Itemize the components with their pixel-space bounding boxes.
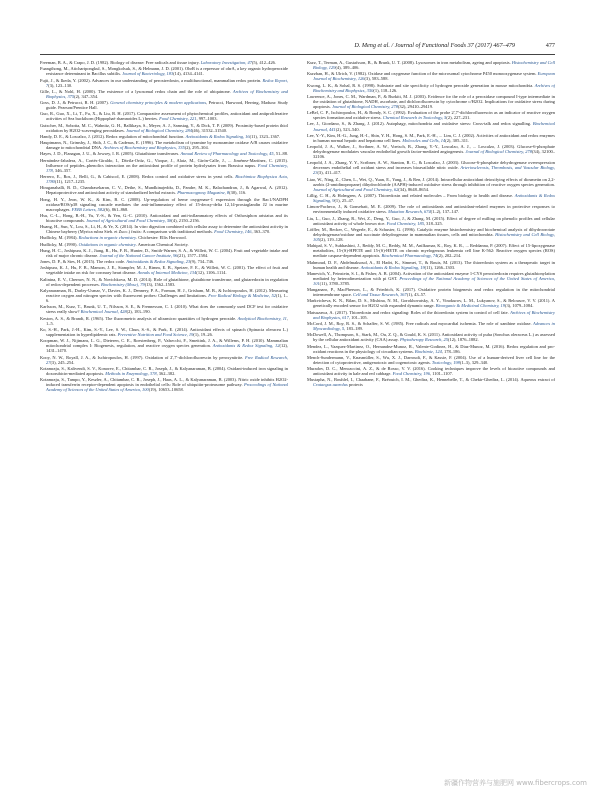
reference-pages: (1), 43–57. (406, 292, 427, 298)
journal-link[interactable]: Food Chemistry, 178 (46, 162, 288, 173)
reference-pages: , 51–88. (273, 151, 288, 157)
reference-text: Jones, D. P., & Sies, H. (2015). The redox code. (40, 259, 127, 265)
reference-text: Hernández-Jabalera, A., Cortés-Giraldo, I., Dávila-Ortíz, G., Vioque, J., Alaiz, M., Girón-Calle, J., ... Jiménez-Martínez, C. (2015). Influence of peptides–phenolics interaction on the antioxidant profile of protein hydrolysates from Brassica napus. (40, 157, 288, 168)
reference-text: Freeman, B. A., & Crapo, J. D. (1982). Biology of disease: Free radicals and tissue injury. (40, 60, 201, 65)
reference-text: Kotamraju, S., Tampo, Y., Keszler, A., Chitambar, C. R., Joseph, J., Haas, A. L., & Kalyanaraman, B. (2003). Nitric oxide inhibits H2O2-induced transferrin receptor-dependent apoptosis in endothelial cells: Role of ubiquitin-proteasome pathway. (40, 377, 288, 388)
journal-link[interactable]: Food Chemistry, 221 (159, 116, 197, 122)
journal-link[interactable]: Journal of Biological Chemistry, 278 (331, 103, 398, 109)
reference-text: Koopman, W. J., Nijtmans, L. G., Dieteren, C. E., Roestenberg, P., Valsecchi, F., Smeitink, J. A., & Willems, P. H. (2010). Mammalian mitochondrial complex I: Biogenesis, regulation, and reactive oxygen species generation. (40, 338, 288, 349)
reference-pages: (1), 19–26. (193, 331, 213, 337)
journal-link[interactable]: Archives of Biochemistry and Biophysics, 617 (313, 309, 555, 320)
reference-text: Mahipal, S. V., Subhashini, J., Reddy, M. C., Reddy, M. M., Anilkumar, K., Roy, K. R., ... Reddanna, P. (2007). Effect of 15-lipoxygenase metabolites, 15-(S)-HPETE and 15-(S)-HETE on chronic myelogenous leukemia cell line K-562: Reactive oxygen species (ROS) mediate caspase-dependent apoptosis. (307, 243, 555, 259)
reference-entry (40, 259, 288, 264)
reference-text: Guo, R., Guo, X., Li, T., Fu, X., & Liu, R. H. (2017). Comparative assessment of phytochemical profiles, antioxidant and antiproliferative activities of Sea buckthorn (Hippophaë rhamnoides L.) berries. (40, 111, 288, 122)
reference-pages: , 318–325. (423, 220, 443, 226)
reference-text: Mendez, L., Vazquez-Martinez, O., Hernandez-Munoz, R., Valente-Godinez, H., & Diaz-Munoz, M. (2016). Redox regulation and pro-oxidant reactions in the physiology of circadian systems. (307, 343, 555, 354)
reference-entry (307, 298, 555, 308)
reference-pages: (1–3), 329–340. (459, 359, 489, 365)
reference-entry (307, 355, 555, 365)
reference-entry (307, 60, 555, 70)
reference-pages: (11), 1266–1303. (424, 264, 456, 270)
reference-text: Liu, L., Guo, J., Zhang, R., Wei, Z., Deng, Y., Guo, J., & Zhang, M. (2015). Effect of degree of milling on phenolic profiles and cellular antioxidant activity of whole brown rice. (307, 215, 555, 226)
reference-text: Lillig, C. H., & Holmgren, A. (2007). Thioredoxin and related molecules – From biology to health and disease. (307, 193, 515, 198)
reference-text: Mahmoud, D. F., Abdelmaksoud, A., El Hadri, K., Simmet, T., & Rouis, M. (2013). The thioredoxin system as a therapeutic target in human health and disease. (307, 259, 555, 270)
journal-link[interactable]: Archives of Biochemistry and Biophysics, 375 (46, 88, 288, 99)
reference-pages: (11), 1323–1367. (249, 133, 281, 139)
reference-pages: . Chichester: Ellis Horwood. (136, 235, 187, 241)
reference-entry (40, 316, 288, 326)
reference-text: Liao, W., Ning, Z., Chen, L., Wei, Q., Yuan, E., Yang, J., & Ren, J. (2014). Intracellular antioxidant detoxifying effects of diosmetin on 2,2-azobis (2-amidinopropane) dihydrochloride (AAPH)-induced oxidative stress through inhibition of reactive oxygen species generation. (307, 176, 555, 187)
journal-link[interactable]: Biochemistry (Mosc), 79 (100, 281, 145, 287)
reference-text: Hiraganahalli, B. D., Chandrasekaran, C. V., Dethe, S., Mundkinajeddu, D., Pandre, M. K., Balachandran, J., & Agarwal, A. (2012). Hepatoprotective and antioxidant activity of standardized herbal extracts. (40, 185, 288, 196)
reference-text: McCord, J. M., Roy, R. S., & Schaffer, S. W. (1985). Free radicals and myocardial ischemia. The role of xanthine oxidase. (307, 320, 534, 326)
reference-text: Keston, A. S., & Brandt, R. (1965). The fluorometric analysis of ultramicro quantities of hydrogen peroxide. (40, 315, 238, 321)
reference-pages: (12), 1431–1470. (46, 343, 288, 354)
reference-text: Ko, S.-H., Park, J.-H., Kim, S.-Y., Lee, S. W., Chun, S.-S., & Park, E. (2014). Antioxidant effects of spinach (Spinacia oleracea L.) supplementation in hyperlipidemic rats. (40, 326, 288, 337)
journal-link[interactable]: Cell and Tissue Research, 367 (353, 292, 407, 298)
reference-pages: (46), 31532–31540. (191, 127, 228, 133)
reference-pages: . American Chemical Society. (135, 241, 189, 247)
watermark: 新疆作物营养与施肥网 www.fibercrops.com (444, 779, 587, 787)
reference-text: Kotamraju, S., Kalivendi, S. V., Konorev, E., Chitambar, C. R., Joseph, J., & Kalyanaraman, B. (2004). Oxidant-induced iron signaling in doxorubicin-mediated apoptosis. (40, 365, 288, 376)
journal-link[interactable]: Antioxidants & Redox Signaling, 9 (313, 193, 555, 204)
reference-pages: , 362–382. (156, 370, 176, 376)
journal-link[interactable]: Journal of Bacteriology, 183 (122, 71, 174, 77)
reference-pages: (1), 118–126. (373, 87, 398, 93)
reference-entry (40, 151, 288, 156)
reference-pages: (2), 347–354. (74, 93, 99, 99)
reference-entry (40, 89, 288, 99)
journal-link[interactable]: Mutation Research, 674 (388, 209, 431, 215)
reference-text: Löffler, M., Becker, C., Wegerle, E., & Schuster, G. (1996). Catalytic enzyme histochemistry and biochemical analysis of dihydroorotate dehydrogenase/oxidase and succinate dehydrogenase in mammalian tissues, cells and mitochondria. (307, 226, 555, 237)
reference-pages: , 363–370. (251, 229, 271, 235)
reference-text: Matsuzawa, A. (2017). Thioredoxin and redox signaling: Roles of the thioredoxin system in control of cell fate. (307, 309, 511, 315)
reference-text: Kwong, L. K., & Sohal, R. S. (1998). Substrate and site specificity of hydrogen peroxide generation in mouse mitochondria. (307, 82, 535, 88)
reference-entry (307, 193, 555, 203)
reference-text: McDowell, A., Thompson, S., Stark, M., Ou, Z. Q., & Gould, K. S. (2011). Antioxidant activity of puha (Sonchus oleraceus L.) as assessed by the cellular antioxidant activity (CAA) assay. (307, 332, 555, 343)
reference-entry (307, 110, 555, 120)
references-column-left (40, 60, 288, 760)
reference-entry (307, 321, 555, 331)
reference-text: Kurzban, H., & Ulrich, V. (1982). Oxidase and oxygenase function of the microsomal cytochrome P450 monooxygenase system. (307, 71, 538, 77)
reference-entry (307, 216, 555, 226)
journal-link[interactable]: Biochemical Journal, 441 (313, 121, 555, 132)
reference-text: Mench-Sundermann, V., Knasmüller, S., Wu, X. J., Darroudi, F., & Kassie, F. (2004). Use of a human-derived liver cell line for the detection of cytoprotective, antigenotoxic and cogenotoxic agents. (307, 354, 555, 365)
journal-link[interactable]: Journal of Agricultural and Food Chemistry, 58 (86, 217, 172, 223)
reference-text: Manevich, Y., Feinstein, S. I., & Fisher, A. B. (2004). Activation of the antioxidant enzyme 1-CYS peroxiredoxin requires glutathionylation mediated by heterodimerization with pi GST. (307, 270, 555, 281)
reference-pages: , 1–5. (46, 315, 288, 326)
reference-text: Lee, Y.-Y., Kim, H.-G., Jung, H.-I., Shin, Y. H., Hong, S. M., Park, E.-H., ... Lim, C. J. (2002). Activities of antioxidant and redox enzymes in human normal hepatic and hepatoma cell lines. (307, 132, 555, 143)
reference-entry (40, 174, 288, 184)
reference-text: Muradov, D. C., Mencaccini, A. Z., & de Rosso, V. V. (2016). Cooking techniques improve the levels of bioactive compounds and antioxidant activity in kale and red cabbage. (307, 366, 555, 377)
journal-link[interactable]: Bioorganic & Medicinal Chemistry, 19 (435, 303, 505, 309)
journal-link[interactable]: Food Chemistry, 146 (214, 229, 252, 235)
journal-link[interactable]: Free Radical Research, 27 (46, 354, 288, 365)
references-column-right (307, 60, 555, 760)
journal-link[interactable]: Biochimie, 124 (414, 348, 442, 354)
journal-link[interactable]: Annals of Internal Medicine, 134 (137, 270, 197, 276)
reference-pages: , 346–357. (52, 167, 72, 173)
reference-entry (307, 310, 555, 320)
journal-link[interactable]: Proceedings of the National Academy of Sciences of the United States of America, 101 (313, 275, 555, 286)
reference-entry (40, 158, 288, 173)
reference-entry (40, 123, 288, 133)
reference-text: Hung, H. C., Joshipura, K. J., Jiang, R., Hu, F. B., Hunter, D., Smith-Warner, S. A., & Willett, W. C. (2004). Fruit and vegetable intake and risk of major chronic disease. (40, 247, 288, 258)
reference-text: Leopold, J. A., Walker, J., Scribner, A. W., Voetsch, B., Zhang, Y.-Y., Loscalzo, A. J., ... Loscalzo, J. (2003). Glucose-6-phosphate dehydrogenase modulates vascular endothelial growth factor-mediated angiogenesis. (307, 144, 555, 155)
journal-link[interactable]: Biochemical Journal, 428 (80, 309, 127, 315)
reference-text: Hayes, J. D., Flanagan, J. U., & Jowsey, I. R. (2005). Glutathione transferases. (40, 151, 181, 157)
reference-pages: (1–2), 137–147. (430, 209, 460, 215)
journal-link[interactable]: Annual Review of Pharmacology and Toxicology, 45 (180, 151, 274, 157)
reference-entry (307, 204, 555, 214)
journal-link[interactable]: Biochemical Pharmacology, 74 (381, 253, 438, 259)
journal-link[interactable]: European Journal of Biochemistry, 126 (313, 71, 555, 82)
journal-link[interactable]: Reductions in organic chemistry (78, 235, 137, 241)
reference-entry (40, 111, 288, 121)
reference-text: Joshipura, K. J., Hu, F. B., Manson, J. E., Stampfer, M. J., Rimm, E. B., Speizer, F. E., & Willett, W. C. (2001). The effect of fruit and vegetable intake on risk for coronary heart disease. (40, 265, 288, 276)
journal-link[interactable]: Phytotherapy Research, 25 (399, 337, 448, 343)
reference-entry (40, 242, 288, 247)
reference-entry (40, 213, 288, 223)
reference-text: Gille, L., & Nohl, H. (2000). The existence of a lysosomal redox chain and the role of ubiquinone. (40, 88, 233, 94)
reference-entry (307, 243, 555, 258)
journal-link[interactable]: Journal of Agricultural and Food Chemistry, 62 (313, 186, 399, 192)
reference-entry (307, 287, 555, 297)
reference-text: Hsu, C.-L., Hong, B.-H., Yu, Y.-S., & Yen, G.-C. (2010). Antioxidant and anti-inflammatory effects of Orthosiphon aristatus and its bioactive compounds. (40, 212, 288, 223)
reference-text: Manganaro, P., MacPherson, L., & Friedrich, K. (2017). Oxidative protein biogenesis and redox regulation in the mitochondrial intermembrane space. (307, 287, 555, 298)
journal-link[interactable]: Toxicology, 198 (431, 359, 460, 365)
reference-pages: , 997–1003. (196, 116, 218, 122)
reference-entry (40, 185, 288, 195)
reference-entry (40, 248, 288, 258)
reference-entry (40, 265, 288, 275)
reference-entry (307, 121, 555, 131)
journal-link[interactable]: Pharmacognosy Magazine, 8 (177, 190, 230, 196)
reference-text: Herrero, E., Ros, J., Bellí, G., & Cabiscol, E. (2008). Redox control and oxidative stress in yeast cells. (40, 174, 236, 179)
reference-pages: (12), 1876–1882. (448, 337, 479, 343)
reference-entry (40, 366, 288, 376)
header-rule (40, 54, 555, 55)
reference-pages: protects (347, 382, 363, 388)
reference-pages: (2), 305–311. (445, 137, 470, 143)
reference-pages: (3), 245–254. (50, 359, 75, 365)
journal-link[interactable]: Food Chemistry, 185 (386, 220, 424, 226)
journal-link[interactable]: Arteriosclerosis, Thrombosis, and Vascular Biology, 23 (313, 165, 555, 176)
reference-pages: (2), 523–540. (335, 126, 360, 132)
reference-pages: (2), 295–304. (184, 145, 209, 151)
reference-text: Kurz, T., Terman, A., Gustafsson, B., & Brunk, U. T. (2008). Lysosomes in iron metabolism, ageing and apoptosis. (307, 60, 512, 65)
journal-link[interactable]: Advances in Myocardiology, 5 (313, 320, 555, 331)
reference-text: Kalinina, E. V., Chernov, N. N., & Novichkova, M. D. (2014). Role of glutathione, glutathione transferase, and glutaredoxin in regulation of redox-dependent processes. (40, 276, 288, 287)
reference-pages: , 1101–1107. (429, 371, 453, 377)
journal-link[interactable]: Archives of Biochemistry and Biophysics, 350 (313, 82, 555, 93)
reference-pages: (2), 227–231. (446, 115, 471, 121)
reference-entry (40, 224, 288, 234)
journal-link[interactable]: Journal of the National Cancer Institute, 96 (99, 252, 178, 258)
reference-text: Markvicheva, K. N., Bilan, D. S., Mishina, N. M., Gorokhovatsky, A. Y., Vinokurov, L. M., Lukyanov, S., & Belousov, V. V. (2011). A genetically encoded sensor for H2O2 with expanded dynamic range. (307, 298, 555, 309)
reference-entry (40, 60, 288, 65)
reference-text: Hauptmann, N., Grimsby, J., Shih, J. C., & Cadenas, E. (1996). The metabolism of tyramine by monoamine oxidase A/B causes oxidative damage to mitochondrial DNA. (40, 140, 288, 151)
reference-pages: (1), 25–47. (334, 198, 355, 204)
reference-text: Lawrence, A., Jones, C. M., Wardman, P., & Burkitt, M. J. (2003). Evidence for the role of a peroxidase compound I-type intermediate in the oxidation of glutathione, NADH, ascorbate, and dichlorofluorescin by cytochrome c/H2O2. Implications for oxidative stress during apoptosis. (307, 93, 555, 109)
reference-text: Fujii, J., & Ikeda, Y. (2002). Advances in our understanding of peroxiredoxin, a multifunctional, mammalian redox protein. (40, 77, 263, 83)
journal-link[interactable]: Proceedings of National Academy of Sciences of the United States of America, 100 (46, 382, 288, 393)
reference-pages: (2), 202–214. (437, 253, 462, 259)
reference-pages: (2), 183–190. (126, 309, 151, 315)
reference-text: Lee, J., Giordano, S., & Zhang, J. (2012). Autophagy, mitochondria and oxidative stress: Cross-talk and redox signalling. (307, 121, 533, 127)
reference-pages: (9), 734–746. (190, 259, 215, 265)
reference-entry (40, 235, 288, 240)
running-title: D. Meng et al. / Journal of Functional Foods 37 (2017) 467–479 (354, 42, 515, 49)
reference-pages: (19), 10653–10658. (148, 387, 184, 393)
reference-entry (40, 304, 288, 314)
journal-link[interactable]: Redox Report, 7 (46, 77, 288, 88)
reference-pages: (32), 29410–29419. (397, 103, 434, 109)
reference-entry (40, 134, 288, 139)
reference-entry (307, 366, 555, 376)
reference-entry (40, 377, 288, 392)
journal-link[interactable]: Antioxidants & Redox Signaling, 23 (126, 259, 191, 265)
journal-link[interactable]: Oxidations in organic chemistry (78, 241, 136, 247)
reference-entry (307, 71, 555, 81)
reference-entry (40, 100, 288, 110)
reference-pages: (3), 583–588. (364, 76, 389, 82)
journal-link[interactable]: Crataegus azarolus (313, 382, 348, 388)
reference-entry (40, 66, 288, 76)
reference-text: Gutscher, M., Sobotta, M. C., Wabnitz, G. H., Ballikaya, S., Meyer, A. J., Samstag, Y., & Dick, T. P. (2009). Proximity-based protein thiol oxidation by H2O2-scavenging peroxidases. (40, 122, 288, 133)
reference-entry (307, 177, 555, 192)
reference-pages: (3), 1079–1084. (504, 303, 534, 309)
reference-text: Fuangthong, M., Atichartpongkul, S., Mongkolsuk, S., & Helmann, J. D. (2001). OhrR is a repressor of ohrA, a key organic hydroperoxide resistance determinant in Bacillus subtilis. (40, 66, 288, 77)
reference-pages: (14), 4134–4141. (173, 71, 204, 77)
journal-link[interactable]: General chemistry principles & modern applications (110, 100, 207, 106)
reference-pages: , 178–186. (441, 348, 461, 354)
reference-text: Handy, D. E., & Loscalzo, J. (2012). Redox regulation of mitochondrial function. (40, 133, 186, 139)
journal-link[interactable]: Molecules and Cells, 14 (402, 137, 446, 143)
reference-pages: (12), 1106–1114. (196, 270, 227, 276)
reference-text: Hudlicky, M. (1984). (40, 235, 79, 241)
journal-link[interactable]: Analytical Biochemistry, 11 (237, 315, 287, 321)
reference-pages: (11), 3780–3785. (319, 280, 351, 286)
running-header (40, 42, 555, 54)
reference-pages: (4), 2150–2156. (171, 217, 200, 223)
journal-link[interactable]: Food Chemistry, 196 (392, 371, 430, 377)
reference-text: Kalyanaraman, B., Darley-Usmar, V., Davies, K. J., Dennery, P. A., Forman, H. J., Grisham, M. B., & Ischiropoulos, H. (2012). Measuring reactive oxygen and nitrogen species with fluorescent probes: Challenges and limitations. (40, 288, 288, 299)
journal-link[interactable]: Journal of Biological Chemistry, 278 (465, 149, 532, 155)
journal-link[interactable]: Preventive Nutrition and Food Science, 19 (117, 331, 194, 337)
reference-pages: , Petrucci, Harwood, Herring, Madura: Study guide. Pearson/Prentice Hall. (46, 100, 288, 111)
reference-pages: , 101–105. (348, 314, 368, 320)
journal-link[interactable]: Antioxidants & Redox Signaling, 12 (212, 343, 280, 349)
reference-pages: (1), 1–6. (46, 293, 288, 304)
journal-link[interactable]: Methods in Enzymology, 378 (105, 370, 157, 376)
reference-entry (307, 83, 555, 93)
journal-link[interactable]: Archives of Biochemistry and Biophysics, 335 (103, 145, 185, 151)
reference-entry (307, 133, 555, 143)
journal-link[interactable]: Histochemistry and Cell Biology, 129 (313, 60, 555, 71)
reference-pages: , 183–189. (344, 326, 363, 331)
reference-entry (40, 338, 288, 353)
reference-pages: (21), 1577–1584. (177, 252, 209, 258)
reference-entry (40, 288, 288, 303)
page-number: 477 (545, 42, 555, 49)
journal-link[interactable]: Laboratory Investigation, 47 (200, 60, 252, 65)
reference-text: LeBel, C. P., Ischiropoulos, H., & Bondy, S. C. (1992). Evaluation of the probe 2',7'-dichlorofluorescin as an indicator of reactive oxygen species formation and oxidative stress. (307, 110, 555, 121)
reference-entry (307, 144, 555, 159)
reference-entry (307, 377, 555, 387)
reference-text: Hong, H. Y., Jeon, W. K., & Kim, B. C. (2008). Up-regulation of heme oxygenase-1 expression through the Rac1/NADPH oxidase/ROS/p38 signaling cascade mediates the anti-inflammatory effect of 15-deoxy-delta 12,14-prostaglandin J2 in murine macrophages. (40, 196, 288, 212)
journal-link[interactable]: Free Radical Biology & Medicine, 52 (208, 293, 276, 299)
reference-entry (307, 271, 555, 286)
reference-entry (307, 260, 555, 270)
reference-text: Leopold, J. A., Zhang, Y. Y., Scribner, A. W., Stanton, R. C., & Loscalzo, J. (2003). Glucose-6-phosphate dehydrogenase overexpression decreases endothelial cell oxidant stress and increases bioavailable nitric oxide. (307, 160, 555, 171)
reference-pages: (5), 412–426. (251, 60, 276, 65)
reference-text: Huang, H., Sun, Y., Lou, S., Li, H., & Ye, X. (2014). In vitro digestion combined with cellular assay to determine the antioxidant activity in Chinese bayberry (Myrica rubra Sieb. et Zucc.) fruits: A comparison with traditional methods. (40, 224, 288, 235)
journal-link[interactable]: Biochimica Biophysica Acta, 1780 (46, 174, 288, 185)
reference-pages: (11), 1217–1235. (54, 179, 86, 185)
journal-link[interactable]: Antioxidants & Redox Signaling, 16 (185, 133, 250, 139)
journal-link[interactable]: Chemical Research in Toxicology, 5 (382, 115, 447, 121)
reference-entry (40, 277, 288, 287)
reference-entry (40, 140, 288, 150)
reference-pages: (34), 8648–8654. (398, 186, 430, 192)
journal-link[interactable]: Journal of Biological Chemistry, 284 (125, 127, 192, 133)
reference-entry (40, 327, 288, 337)
reference-text: Goss, D. J., & Petrucci, R. H. (2007). (40, 100, 111, 106)
reference-pages: (2), 119–128. (319, 236, 344, 242)
reference-pages: (6), 861–868. (104, 206, 129, 212)
reference-entry (40, 78, 288, 88)
journal-link[interactable]: Antioxidants & Redox Signaling, 19 (360, 264, 425, 270)
reference-text: Karlsson, M., Kurz, T., Brunk, U. T., Nilsson, S. E., & Frennesson, C. I. (2010). What does the commonly used DCF test for oxidative stress really show? (40, 304, 288, 315)
reference-entry (307, 160, 555, 175)
reference-entry (40, 197, 288, 212)
reference-entry (307, 344, 555, 354)
reference-text: Kooy, N. W., Royall, J. A., & Ischiropoulos, H. (1997). Oxidation of 2',7'-dichlorofluorescin by peroxynitrite. (40, 354, 246, 360)
reference-entry (307, 227, 555, 242)
reference-pages: (30), 116. (229, 190, 247, 196)
reference-pages: (13), 1562–1583. (144, 281, 176, 287)
reference-pages: (3), 123–130. (48, 82, 73, 88)
reference-text: Mustapha, N., Bouhlel, I., Chaabane, F., Bzéouich, I. M., Ghedira, K., Hennebelle, T., & Chekir-Ghedira, L. (2014). Aqueous extract of (307, 377, 555, 383)
journal-link[interactable]: Histochemistry and Cell Biology, 105 (313, 231, 555, 242)
reference-entry (307, 332, 555, 342)
reference-text: Hudlicky, M. (1990). (40, 241, 79, 247)
reference-pages: (3), 411–417. (317, 170, 342, 176)
reference-text: Limon-Pacheco, J., & Gonsebatt, M. E. (2009). The role of antioxidants and antioxidant-related enzymes in protective responses to environmentally induced oxidative stress. (307, 204, 555, 215)
reference-entry (307, 94, 555, 109)
journal-link[interactable]: FEBS Letters, 582 (71, 206, 105, 212)
reference-pages: (34), 32100–32106. (313, 149, 555, 160)
reference-entry (40, 355, 288, 365)
reference-pages: (4), 389–406. (335, 65, 360, 71)
